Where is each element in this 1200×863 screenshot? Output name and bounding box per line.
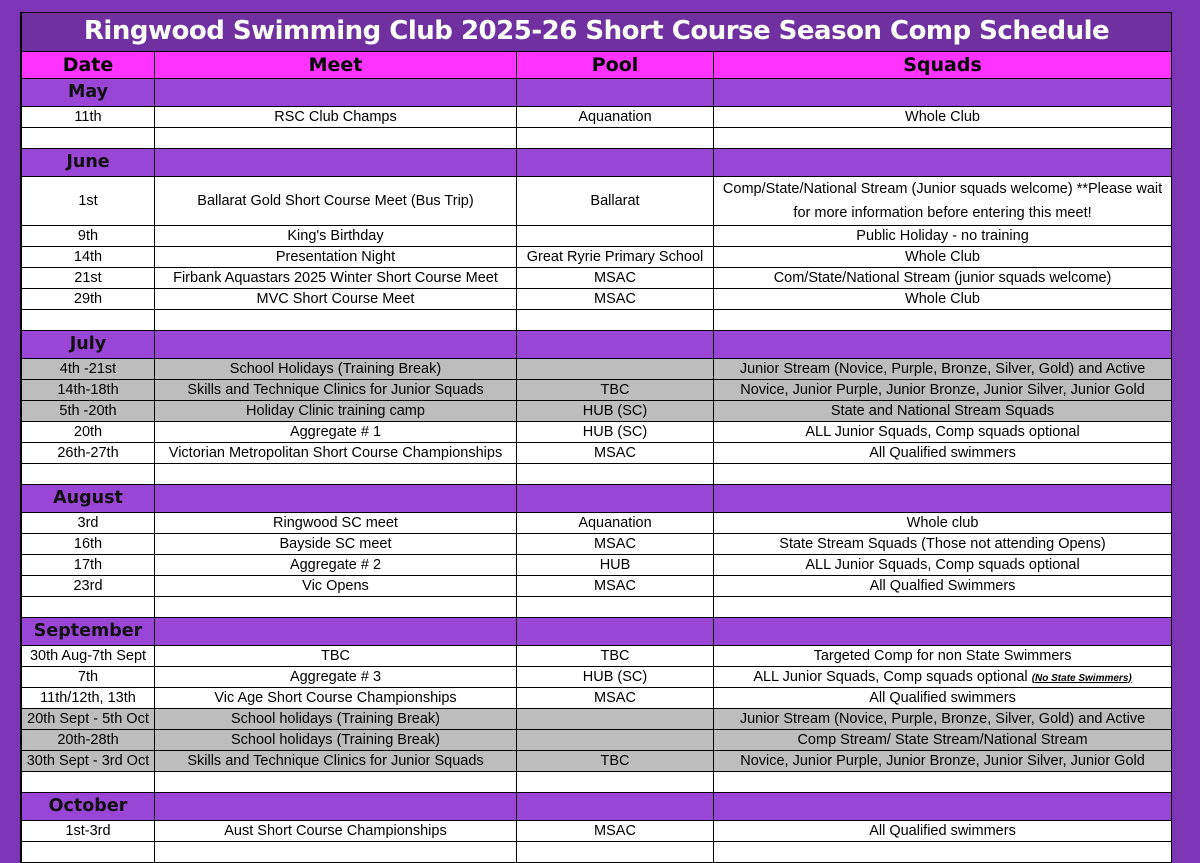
squads-text: State Stream Squads (Those not attending Opens) <box>779 535 1106 552</box>
month-filler-cell[interactable] <box>155 79 517 107</box>
meet-text: Firbank Aquastars 2025 Winter Short Course Meet <box>173 269 498 286</box>
month-filler-cell[interactable] <box>155 793 517 821</box>
pool-text: Aquanation <box>578 514 652 531</box>
cell-squads[interactable] <box>714 534 1172 555</box>
pool-text: MSAC <box>594 689 636 706</box>
meet-text: Vic Opens <box>302 577 369 594</box>
month-filler-cell[interactable] <box>517 485 714 513</box>
pool-text: HUB (SC) <box>582 423 648 440</box>
table-row <box>22 751 1172 772</box>
cell-pool[interactable] <box>517 289 714 310</box>
month-filler-cell[interactable] <box>517 618 714 646</box>
cell-pool[interactable] <box>517 821 714 842</box>
meet-text: TBC <box>321 647 350 664</box>
cell-pool[interactable] <box>517 359 714 380</box>
month-filler-cell[interactable] <box>714 149 1172 177</box>
cell-squads[interactable] <box>714 513 1172 534</box>
cell-squads[interactable] <box>714 107 1172 128</box>
squads-text: Targeted Comp for non State Swimmers <box>813 647 1072 664</box>
cell-meet[interactable] <box>155 380 517 401</box>
date-text: 20th Sept - 5th Oct <box>27 710 149 727</box>
month-filler-cell[interactable] <box>517 79 714 107</box>
meet-text: School Holidays (Training Break) <box>229 360 442 377</box>
cell-meet[interactable] <box>155 709 517 730</box>
blank-row <box>22 597 1172 618</box>
cell-squads[interactable] <box>714 688 1172 709</box>
cell-date[interactable] <box>22 555 155 576</box>
table-row <box>22 268 1172 289</box>
cell-date[interactable] <box>22 821 155 842</box>
month-filler-cell[interactable] <box>517 149 714 177</box>
cell-squads[interactable] <box>714 709 1172 730</box>
cell-meet[interactable] <box>155 443 517 464</box>
cell-date[interactable] <box>22 534 155 555</box>
month-filler-cell[interactable] <box>155 331 517 359</box>
meet-text: Presentation Night <box>275 248 396 265</box>
cell-meet[interactable] <box>155 401 517 422</box>
cell-date[interactable] <box>22 709 155 730</box>
pool-text: TBC <box>600 752 630 769</box>
month-label[interactable]: June <box>22 149 155 177</box>
squads-text: Comp/State/National Stream (Junior squads welcome) **Please wait for more information before entering this meet! <box>722 181 1163 221</box>
meet-text: Aggregate # 2 <box>289 556 382 573</box>
empty-cell[interactable] <box>22 842 155 863</box>
table-row <box>22 667 1172 688</box>
empty-cell[interactable] <box>517 310 714 331</box>
date-text: 29th <box>73 290 103 307</box>
cell-pool[interactable] <box>517 667 714 688</box>
date-text: 21st <box>74 269 102 286</box>
month-filler-cell[interactable] <box>714 79 1172 107</box>
cell-meet[interactable] <box>155 289 517 310</box>
meet-text: Holiday Clinic training camp <box>246 402 425 419</box>
cell-meet[interactable] <box>155 177 517 226</box>
month-filler-cell[interactable] <box>714 793 1172 821</box>
table-row <box>22 821 1172 842</box>
cell-pool[interactable] <box>517 422 714 443</box>
empty-cell[interactable] <box>22 464 155 485</box>
pool-text: MSAC <box>594 535 636 552</box>
table-row <box>22 226 1172 247</box>
meet-text: Ballarat Gold Short Course Meet (Bus Trip) <box>197 192 474 209</box>
pool-text: MSAC <box>594 577 636 594</box>
cell-pool[interactable] <box>517 751 714 772</box>
date-text: 30th Sept - 3rd Oct <box>26 752 150 769</box>
meet-text: Skills and Technique Clinics for Junior Squads <box>187 381 484 398</box>
cell-pool[interactable] <box>517 247 714 268</box>
empty-cell[interactable] <box>155 310 517 331</box>
pool-text: MSAC <box>594 822 636 839</box>
cell-date[interactable] <box>22 422 155 443</box>
cell-meet[interactable] <box>155 534 517 555</box>
cell-meet[interactable] <box>155 555 517 576</box>
month-row-may <box>22 79 1172 107</box>
cell-meet[interactable] <box>155 247 517 268</box>
table-row <box>22 247 1172 268</box>
cell-date[interactable] <box>22 730 155 751</box>
month-label[interactable]: August <box>22 485 155 513</box>
meet-text: RSC Club Champs <box>274 108 397 125</box>
cell-pool[interactable] <box>517 513 714 534</box>
table-row <box>22 534 1172 555</box>
empty-cell[interactable] <box>22 128 155 149</box>
cell-date[interactable] <box>22 443 155 464</box>
squads-note: (No State Swimmers) <box>1031 672 1132 684</box>
cell-meet[interactable] <box>155 226 517 247</box>
pool-text: HUB <box>599 556 631 573</box>
header-row <box>22 52 1172 79</box>
cell-date[interactable] <box>22 380 155 401</box>
empty-cell[interactable] <box>517 597 714 618</box>
cell-date[interactable] <box>22 107 155 128</box>
cell-date[interactable] <box>22 667 155 688</box>
cell-squads[interactable] <box>714 401 1172 422</box>
date-text: 5th -20th <box>59 402 117 419</box>
cell-date[interactable] <box>22 289 155 310</box>
date-text: 23rd <box>73 577 103 594</box>
cell-date[interactable] <box>22 226 155 247</box>
empty-cell[interactable] <box>714 842 1172 863</box>
date-text: 26th-27th <box>57 444 119 461</box>
date-text: 7th <box>77 668 99 685</box>
cell-date[interactable] <box>22 401 155 422</box>
meet-text: School holidays (Training Break) <box>230 731 440 748</box>
month-row-september <box>22 618 1172 646</box>
cell-squads[interactable] <box>714 751 1172 772</box>
cell-date[interactable] <box>22 513 155 534</box>
squads-text: ALL Junior Squads, Comp squads optional <box>805 423 1080 440</box>
date-text: 30th Aug-7th Sept <box>29 647 147 664</box>
date-text: 1st-3rd <box>65 822 111 839</box>
header-pool[interactable]: Pool <box>517 52 714 79</box>
date-text: 11th/12th, 13th <box>40 689 136 706</box>
cell-meet[interactable] <box>155 359 517 380</box>
cell-meet[interactable] <box>155 422 517 443</box>
cell-pool[interactable] <box>517 226 714 247</box>
table-row <box>22 709 1172 730</box>
cell-meet[interactable] <box>155 576 517 597</box>
cell-date[interactable] <box>22 359 155 380</box>
empty-cell[interactable] <box>517 128 714 149</box>
month-label[interactable]: May <box>22 79 155 107</box>
cell-squads[interactable] <box>714 247 1172 268</box>
cell-pool[interactable] <box>517 555 714 576</box>
month-row-august <box>22 485 1172 513</box>
pool-text: MSAC <box>594 290 636 307</box>
squads-text: Novice, Junior Purple, Junior Bronze, Junior Silver, Junior Gold <box>740 381 1145 398</box>
schedule-sheet <box>20 12 1172 863</box>
month-filler-cell[interactable] <box>714 331 1172 359</box>
month-row-june <box>22 149 1172 177</box>
month-filler-cell[interactable] <box>714 485 1172 513</box>
date-text: 14th <box>73 248 103 265</box>
cell-squads[interactable] <box>714 821 1172 842</box>
cell-squads[interactable] <box>714 576 1172 597</box>
empty-cell[interactable] <box>22 597 155 618</box>
table-row <box>22 555 1172 576</box>
month-row-july <box>22 331 1172 359</box>
cell-squads[interactable] <box>714 443 1172 464</box>
cell-meet[interactable] <box>155 513 517 534</box>
table-row <box>22 359 1172 380</box>
pool-text: HUB (SC) <box>582 402 648 419</box>
pool-text: HUB (SC) <box>582 668 648 685</box>
table-row <box>22 289 1172 310</box>
cell-date[interactable] <box>22 177 155 226</box>
meet-text: Skills and Technique Clinics for Junior Squads <box>187 752 484 769</box>
empty-cell[interactable] <box>22 310 155 331</box>
cell-pool[interactable] <box>517 268 714 289</box>
pool-text: TBC <box>600 647 630 664</box>
cell-squads[interactable] <box>714 359 1172 380</box>
meet-text: Victorian Metropolitan Short Course Championships <box>168 444 503 461</box>
schedule-title: Ringwood Swimming Club 2025-26 Short Course Season Comp Schedule <box>22 13 1172 52</box>
table-row <box>22 177 1172 226</box>
pool-text: Ballarat <box>590 192 640 209</box>
date-text: 17th <box>73 556 103 573</box>
month-filler-cell[interactable] <box>517 793 714 821</box>
cell-meet[interactable] <box>155 688 517 709</box>
title-row <box>22 13 1172 52</box>
cell-squads[interactable] <box>714 646 1172 667</box>
cell-squads[interactable] <box>714 380 1172 401</box>
cell-pool[interactable] <box>517 380 714 401</box>
empty-cell[interactable] <box>155 772 517 793</box>
cell-meet[interactable] <box>155 751 517 772</box>
squads-text: All Qualified swimmers <box>869 444 1016 461</box>
cell-squads[interactable] <box>714 555 1172 576</box>
date-text: 11th <box>74 108 102 125</box>
cell-meet[interactable] <box>155 821 517 842</box>
cell-squads[interactable] <box>714 268 1172 289</box>
cell-meet[interactable] <box>155 667 517 688</box>
squads-text: Whole Club <box>905 108 980 125</box>
meet-text: Bayside SC meet <box>279 535 392 552</box>
pool-text: Aquanation <box>578 108 652 125</box>
squads-text: Junior Stream (Novice, Purple, Bronze, Silver, Gold) and Active <box>739 710 1146 727</box>
empty-cell[interactable] <box>714 597 1172 618</box>
pool-text: TBC <box>600 381 630 398</box>
squads-text: All Qualfied Swimmers <box>869 577 1016 594</box>
cell-pool[interactable] <box>517 576 714 597</box>
squads-text: ALL Junior Squads, Comp squads optional <box>753 668 1028 685</box>
date-text: 16th <box>73 535 103 552</box>
empty-cell[interactable] <box>714 310 1172 331</box>
cell-pool[interactable] <box>517 709 714 730</box>
cell-date[interactable] <box>22 688 155 709</box>
table-row <box>22 688 1172 709</box>
cell-pool[interactable] <box>517 688 714 709</box>
cell-squads[interactable] <box>714 177 1172 226</box>
date-text: 20th-28th <box>57 731 119 748</box>
cell-squads[interactable] <box>714 289 1172 310</box>
date-text: 14th-18th <box>57 381 119 398</box>
month-filler-cell[interactable] <box>517 331 714 359</box>
cell-pool[interactable] <box>517 177 714 226</box>
cell-date[interactable] <box>22 268 155 289</box>
blank-row <box>22 842 1172 863</box>
cell-squads[interactable] <box>714 226 1172 247</box>
empty-cell[interactable] <box>517 772 714 793</box>
cell-date[interactable] <box>22 751 155 772</box>
table-row <box>22 646 1172 667</box>
empty-cell[interactable] <box>714 128 1172 149</box>
date-text: 3rd <box>77 514 99 531</box>
meet-text: Aggregate # 1 <box>289 423 382 440</box>
cell-meet[interactable] <box>155 730 517 751</box>
header-date[interactable]: Date <box>22 52 155 79</box>
table-row <box>22 380 1172 401</box>
month-filler-cell[interactable] <box>155 485 517 513</box>
meet-text: Vic Age Short Course Championships <box>214 689 457 706</box>
header-meet[interactable]: Meet <box>155 52 517 79</box>
cell-pool[interactable] <box>517 534 714 555</box>
empty-cell[interactable] <box>517 464 714 485</box>
squads-text: Novice, Junior Purple, Junior Bronze, Junior Silver, Junior Gold <box>740 752 1145 769</box>
cell-date[interactable] <box>22 576 155 597</box>
blank-row <box>22 310 1172 331</box>
pool-text: Great Ryrie Primary School <box>526 248 704 265</box>
meet-text: School holidays (Training Break) <box>230 710 440 727</box>
meet-text: King's Birthday <box>287 227 384 244</box>
pool-text: MSAC <box>594 269 636 286</box>
table-row <box>22 576 1172 597</box>
cell-squads[interactable] <box>714 422 1172 443</box>
squads-text: Com/State/National Stream (junior squads welcome) <box>773 269 1112 286</box>
empty-cell[interactable] <box>714 464 1172 485</box>
meet-text: Ringwood SC meet <box>273 514 398 531</box>
cell-pool[interactable] <box>517 401 714 422</box>
cell-pool[interactable] <box>517 443 714 464</box>
cell-pool[interactable] <box>517 730 714 751</box>
blank-row <box>22 128 1172 149</box>
month-filler-cell[interactable] <box>155 149 517 177</box>
empty-cell[interactable] <box>517 842 714 863</box>
blank-row <box>22 772 1172 793</box>
date-text: 1st <box>78 192 98 209</box>
cell-date[interactable] <box>22 646 155 667</box>
squads-text: Junior Stream (Novice, Purple, Bronze, Silver, Gold) and Active <box>739 360 1146 377</box>
squads-text: All Qualified swimmers <box>869 689 1016 706</box>
table-row <box>22 513 1172 534</box>
blank-row <box>22 464 1172 485</box>
cell-squads[interactable] <box>714 667 1172 688</box>
empty-cell[interactable] <box>155 842 517 863</box>
squads-text: ALL Junior Squads, Comp squads optional <box>805 556 1080 573</box>
meet-text: Aggregate # 3 <box>289 668 382 685</box>
meet-text: MVC Short Course Meet <box>256 290 415 307</box>
squads-text: Whole club <box>906 514 979 531</box>
month-row-october <box>22 793 1172 821</box>
empty-cell[interactable] <box>714 772 1172 793</box>
month-filler-cell[interactable] <box>155 618 517 646</box>
date-text: 4th -21st <box>59 360 117 377</box>
empty-cell[interactable] <box>22 772 155 793</box>
cell-date[interactable] <box>22 247 155 268</box>
cell-meet[interactable] <box>155 107 517 128</box>
month-label[interactable]: October <box>22 793 155 821</box>
table-row <box>22 401 1172 422</box>
month-filler-cell[interactable] <box>714 618 1172 646</box>
month-label[interactable]: September <box>22 618 155 646</box>
squads-text: All Qualified swimmers <box>869 822 1016 839</box>
empty-cell[interactable] <box>155 464 517 485</box>
table-row <box>22 730 1172 751</box>
empty-cell[interactable] <box>155 128 517 149</box>
date-text: 9th <box>77 227 99 244</box>
date-text: 20th <box>73 423 103 440</box>
squads-text: Comp Stream/ State Stream/National Stream <box>797 731 1088 748</box>
meet-text: Aust Short Course Championships <box>224 822 447 839</box>
cell-meet[interactable] <box>155 646 517 667</box>
table-row <box>22 107 1172 128</box>
header-squads[interactable]: Squads <box>714 52 1172 79</box>
schedule-table <box>21 12 1172 863</box>
cell-meet[interactable] <box>155 268 517 289</box>
squads-text: Public Holiday - no training <box>856 227 1029 244</box>
cell-squads[interactable] <box>714 730 1172 751</box>
squads-text: Whole Club <box>905 290 980 307</box>
table-row <box>22 422 1172 443</box>
month-label[interactable]: July <box>22 331 155 359</box>
empty-cell[interactable] <box>155 597 517 618</box>
pool-text: MSAC <box>594 444 636 461</box>
cell-pool[interactable] <box>517 107 714 128</box>
squads-text: Whole Club <box>905 248 980 265</box>
squads-text: State and National Stream Squads <box>830 402 1055 419</box>
cell-pool[interactable] <box>517 646 714 667</box>
table-row <box>22 443 1172 464</box>
